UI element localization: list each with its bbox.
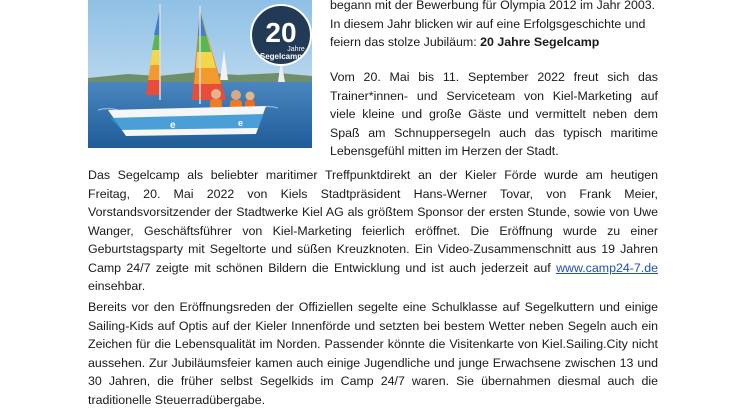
badge-word: Jahre bbox=[287, 46, 305, 53]
paragraph-line: Bereits vor den Eröffnungsreden der Offiziellen segelte eine Schulklasse auf Segelkuttern und einige bbox=[88, 300, 658, 314]
paragraph-line: 30 Jahren, die früher selbst Segelkids im Camp 24/7 waren. Sie übernahmen diesmal auch die bbox=[88, 374, 658, 388]
paragraph-line: Das Segelcamp als beliebter maritimer Treffpunktdirekt an der Kieler Förde wurde am heutigen bbox=[88, 168, 658, 182]
camp-website-link[interactable]: www.camp24-7.de bbox=[556, 260, 658, 275]
paragraph-line: Lebensgefühl mitten im Herzen der Stadt. bbox=[330, 144, 559, 158]
paragraph-opening bbox=[88, 166, 658, 296]
sailing-photo-illustration bbox=[88, 0, 312, 148]
paragraph-line: Geburtstagsparty mit Segeltorte und süßen Kreuzknoten. Ein Video-Zusammenschnitt aus 19 Jahren bbox=[88, 242, 658, 256]
badge-brand: Segelcamp bbox=[259, 52, 303, 61]
intro-jubilee-highlight: 20 Jahre Segelcamp bbox=[480, 35, 600, 49]
sailing-photo bbox=[88, 0, 312, 148]
paragraph-line: Spaß am Schnuppersegeln auch das typisch maritime bbox=[330, 125, 658, 140]
intro-paragraph bbox=[330, 0, 658, 52]
paragraph-line: traditionelle Steuerradübergabe. bbox=[88, 392, 266, 407]
paragraph-line: aussehen. Zur Jubiläumsfeier kamen auch einige Jugendliche und junge Erwachsene zwischen 13 und bbox=[88, 355, 658, 370]
paragraph-line: viele kleine und große Gäste und vermittelt neben dem bbox=[330, 107, 658, 121]
paragraph-line: Vorstandsvorsitzender der Stadtwerke Kiel AG als größtem Sponsor der ersten Stunde, sowie von Uwe bbox=[88, 205, 658, 219]
paragraph-school-class bbox=[88, 298, 658, 409]
svg-text:e: e bbox=[170, 120, 176, 131]
paragraph-line: Wanger, Geschäftsführer von Kiel-Marketing feierlich eröffnet. Die Eröffnung wurde zu einer bbox=[88, 223, 658, 238]
paragraph-line: Vom 20. Mai bis 11. September 2022 freut sich das bbox=[330, 70, 658, 84]
paragraph-line: Trainer*innen- und Serviceteam von Kiel-Marketing auf bbox=[330, 88, 658, 103]
paragraph-line-text: Camp 24/7 zeigte mit schönen Bildern die Entwicklung und ist auch jederzeit auf bbox=[88, 260, 557, 275]
intro-line-3 bbox=[330, 33, 658, 52]
intro-line-2: In diesem Jahr blicken wir auf eine Erfolgsgeschichte und bbox=[330, 16, 646, 31]
paragraph-line: Zeichen für die Lebensqualität im Norden. Passender könnte die Visitenkarte von Kiel.Sailing.City nicht bbox=[88, 337, 658, 351]
intro-line-3-text: feiern das stolze Jubiläum: bbox=[330, 35, 481, 49]
svg-text:e: e bbox=[238, 118, 244, 128]
paragraph-season bbox=[330, 68, 658, 161]
paragraph-line: Freitag, 20. Mai 2022 von Kiels Stadtpräsident Hans-Werner Tovar, von Frank Meier, bbox=[88, 186, 658, 201]
paragraph-line: einsehbar. bbox=[88, 279, 146, 293]
paragraph-line: Sailing-Kids auf Optis auf der Kieler Innenförde und setzten bei bestem Wetter neben Segeln auch ein bbox=[88, 318, 658, 333]
badge-number: 20 bbox=[265, 17, 297, 48]
intro-line-1: begann mit der Bewerbung für Olympia 2012 im Jahr 2003. bbox=[330, 0, 656, 12]
paragraph-line-with-link bbox=[88, 259, 658, 278]
